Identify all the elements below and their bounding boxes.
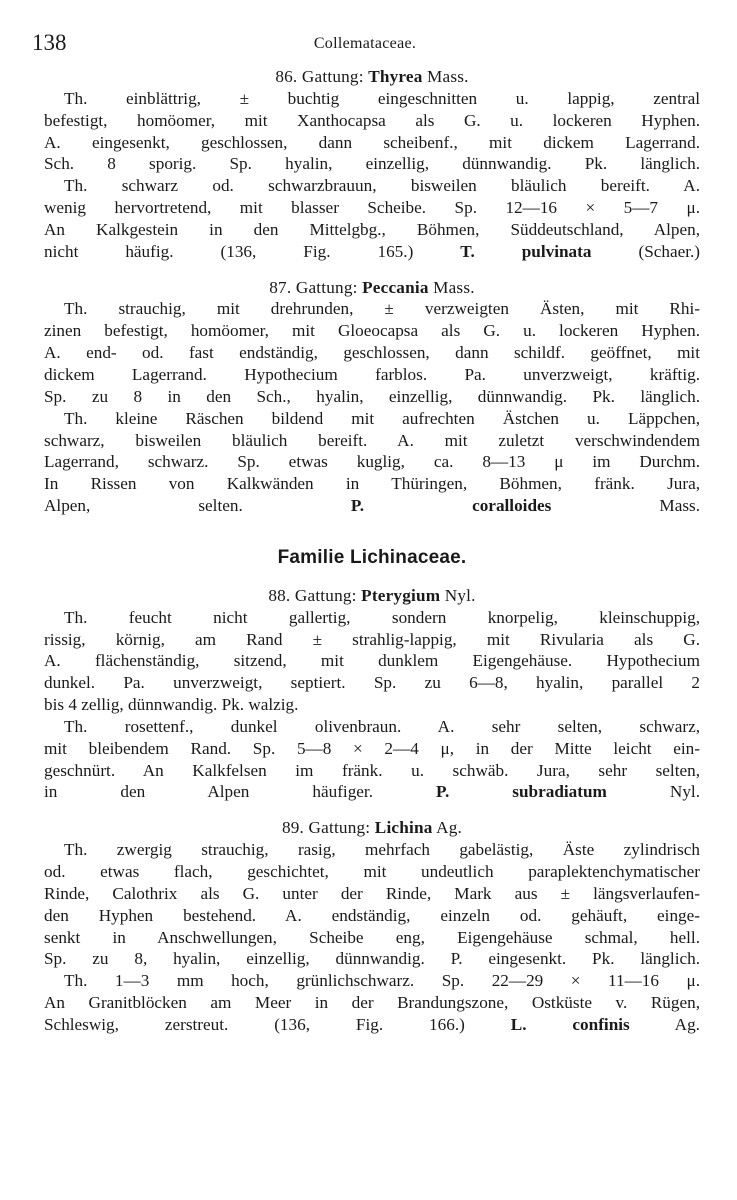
text-line: Th. zwergig strauchig, rasig, mehrfach gabelästig, Äste zylindrisch <box>64 840 700 860</box>
genus-heading-lichina: 89. Gattung: Lichina Ag. <box>281 818 463 838</box>
species-name: P. subradiatum <box>436 782 607 802</box>
text-line: A. flächenständig, sitzend, mit dunklem Eigengehäuse. Hypothecium <box>44 651 700 671</box>
text-line: den Hyphen bestehend. A. endständig, einzeln od. gehäuft, einge- <box>44 905 700 925</box>
text-line: Th. rosettenf., dunkel olivenbraun. A. sehr selten, schwarz, <box>64 716 700 736</box>
genus-name: Peccania <box>362 277 429 297</box>
text-line: An Kalkgestein in den Mittelgbg., Böhmen, Süddeutschland, Alpen, <box>44 219 700 239</box>
text-line: zinen befestigt, homöomer, mit Gloeocapsa als G. u. lockeren Hyphen. <box>44 321 700 341</box>
text-line: dickem Lagerrand. Hypothecium farblos. Pa. unverzweigt, kräftig. <box>44 364 700 384</box>
page-body <box>44 66 700 1036</box>
text-line: A. eingesenkt, geschlossen, dann scheibenf., mit dickem Lagerrand. <box>44 132 700 152</box>
genus-name: Pterygium <box>361 585 441 605</box>
text-line: od. etwas flach, geschichtet, mit undeutlich paraplektenchymatischer <box>44 862 700 881</box>
species-line: in den Alpen häufiger. P. subradiatum Nyl. <box>44 782 700 802</box>
text-line: Rinde, Calothrix als G. unter der Rinde, Mark aus ± längsverlaufen- <box>44 883 700 903</box>
text-line: Th. strauchig, mit drehrunden, ± verzweigten Ästen, mit Rhi- <box>64 299 700 319</box>
genus-name: Lichina <box>374 818 433 838</box>
genus-heading-pterygium: 88. Gattung: Pterygium Nyl. <box>268 585 476 605</box>
text-line: geschnürt. An Kalkfelsen im fränk. u. schwäb. Jura, sehr selten, <box>44 760 700 780</box>
genus-heading-peccania: 87. Gattung: Peccania Mass. <box>269 277 475 297</box>
species-line: Schleswig, zerstreut. (136, Fig. 166.) L. confinis Ag. <box>44 1014 700 1034</box>
text-line: Sch. 8 sporig. Sp. hyalin, einzellig, dünnwandig. Pk. länglich. <box>44 154 700 174</box>
text-line: Th. 1—3 mm hoch, grünlichschwarz. Sp. 22—29 × 11—16 μ. <box>64 971 700 991</box>
text-line: Sp. zu 8, hyalin, einzellig, dünnwandig. P. eingesenkt. Pk. länglich. <box>44 949 700 969</box>
page-header <box>30 30 700 60</box>
text-line: senkt in Anschwellungen, Scheibe eng, Eigengehäuse schmal, hell. <box>44 927 700 947</box>
family-heading: Familie Lichinaceae. <box>277 546 467 568</box>
text-line: wenig hervortretend, mit blasser Scheibe. Sp. 12—16 × 5—7 μ. <box>44 198 700 218</box>
genus-heading-thyrea: 86. Gattung: Thyrea Mass. <box>275 67 469 86</box>
running-title: Collemataceae. <box>313 35 417 52</box>
text-line: Th. schwarz od. schwarzbrauun, bisweilen bläulich bereift. A. <box>64 176 700 196</box>
text-line: schwarz, bisweilen bläulich bereift. A. mit zuletzt verschwindendem <box>44 430 700 450</box>
text-line: A. end- od. fast endständig, geschlossen, dann schildf. geöffnet, mit <box>44 343 700 363</box>
text-line: dunkel. Pa. unverzweigt, septiert. Sp. zu 6—8, hyalin, parallel 2 <box>44 673 700 693</box>
text-line: Th. einblättrig, ± buchtig eingeschnitten u. lappig, zentral <box>64 88 700 108</box>
text-line: mit bleibendem Rand. Sp. 5—8 × 2—4 μ, in der Mitte leicht ein- <box>44 738 700 758</box>
text-line: An Granitblöcken am Meer in der Brandungszone, Ostküste v. Rügen, <box>44 993 700 1013</box>
text-line: Th. kleine Räschen bildend mit aufrechten Ästchen u. Läppchen, <box>64 408 700 428</box>
page-number: 138 <box>32 30 67 55</box>
species-name: P. coralloides <box>350 496 552 516</box>
species-line: Alpen, selten. P. coralloides Mass. <box>44 496 700 516</box>
text-line: Th. feucht nicht gallertig, sondern knorpelig, kleinschuppig, <box>64 607 700 627</box>
species-name: L. confinis <box>510 1014 630 1034</box>
species-line: nicht häufig. (136, Fig. 165.) T. pulvinata (Schaer.) <box>44 241 701 261</box>
text-line: befestigt, homöomer, mit Xanthocapsa als G. u. lockeren Hyphen. <box>44 110 700 130</box>
text-line: Lagerrand, schwarz. Sp. etwas kuglig, ca. 8—13 μ im Durchm. <box>44 452 700 472</box>
text-line: In Rissen von Kalkwänden in Thüringen, Böhmen, fränk. Jura, <box>44 474 700 494</box>
genus-name: Thyrea <box>368 67 423 86</box>
text-line: bis 4 zellig, dünnwandig. Pk. walzig. <box>44 695 299 715</box>
text-line: rissig, körnig, am Rand ± strahlig-lappig, mit Rivularia als G. <box>44 629 700 649</box>
text-line: Sp. zu 8 in den Sch., hyalin, einzellig, dünnwandig. Pk. länglich. <box>44 386 700 406</box>
species-name: T. pulvinata <box>460 241 592 261</box>
